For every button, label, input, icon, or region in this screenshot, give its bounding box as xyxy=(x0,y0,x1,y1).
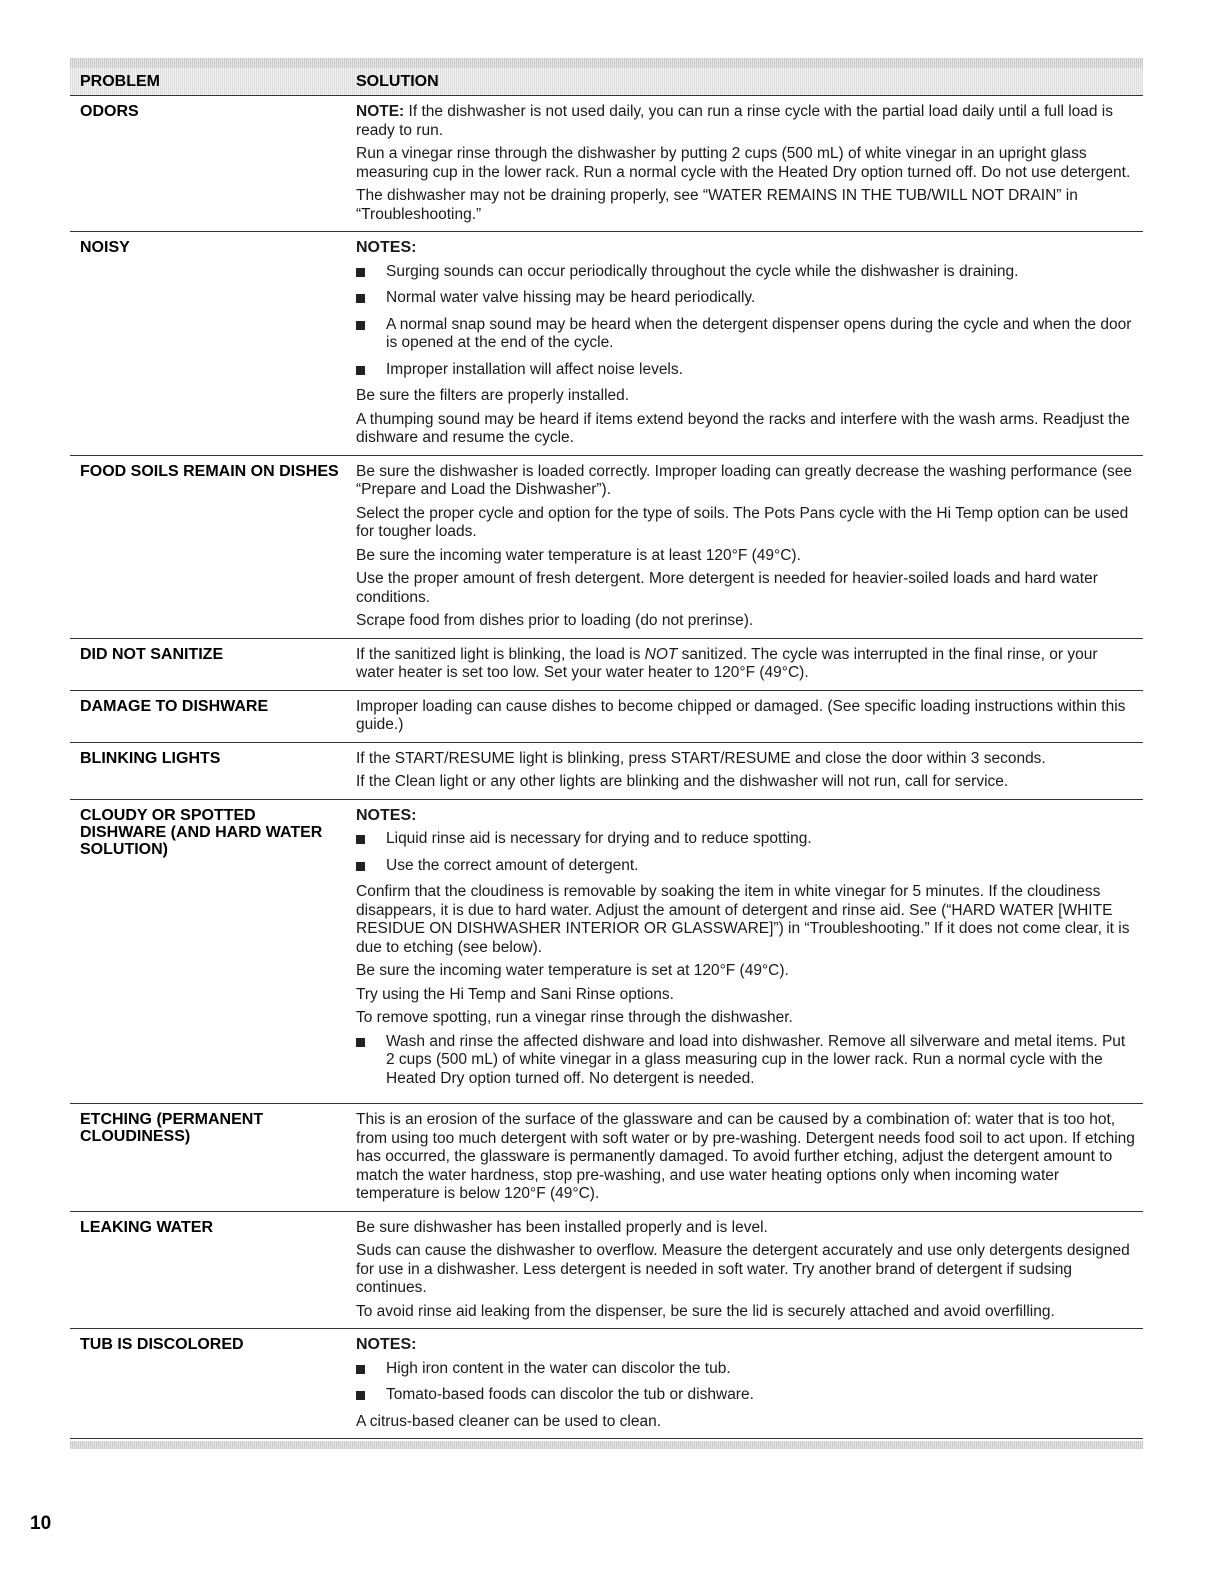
solution-cell xyxy=(346,463,1143,631)
solution-cell xyxy=(346,698,1143,735)
bottom-rule xyxy=(70,1441,1143,1449)
header-solution: SOLUTION xyxy=(356,72,439,90)
top-rule xyxy=(70,58,1143,68)
bullet-item xyxy=(356,361,1137,380)
bullet-item xyxy=(356,1386,1137,1405)
problem-label: NOISY xyxy=(80,239,130,256)
notes-heading: NOTES: xyxy=(356,1336,417,1353)
problem-label: TUB IS DISCOLORED xyxy=(80,1336,244,1353)
solution-paragraph: Be sure dishwasher has been installed properly and is level. xyxy=(356,1218,768,1236)
problem-label: BLINKING LIGHTS xyxy=(80,749,221,767)
notes-heading: NOTES: xyxy=(356,806,417,824)
table-row xyxy=(70,232,1143,456)
solution-cell xyxy=(346,1111,1143,1204)
solution-paragraph: If the Clean light or any other lights are blinking and the dishwasher will not run, call for service. xyxy=(356,773,1009,790)
solution-paragraph: Be sure the filters are properly installed. xyxy=(356,387,630,404)
problem-label: DAMAGE TO DISHWARE xyxy=(80,697,269,715)
table-row xyxy=(70,1329,1143,1439)
bullet-item xyxy=(356,289,1137,308)
solution-cell xyxy=(346,807,1143,1097)
solution-paragraph: Select the proper cycle and option for the type of soils. The Pots Pans cycle with the Hi Temp option can be used for tougher loads. xyxy=(356,504,1129,540)
troubleshooting-table xyxy=(70,58,1143,1449)
square-bullet-icon xyxy=(356,366,365,375)
solution-paragraph: Suds can cause the dishwasher to overflow. Measure the detergent accurately and use only detergents designed for use in a dishwasher. Less detergent is needed in soft water. Try another brand of detergent if sudsing continues. xyxy=(356,1242,1130,1296)
solution-paragraph: Improper loading can cause dishes to become chipped or damaged. (See specific loading instructions within this guide.) xyxy=(356,697,1126,733)
bullet-list xyxy=(356,1033,1137,1089)
solution-cell xyxy=(346,1219,1143,1322)
solution-paragraph: Confirm that the cloudiness is removable by soaking the item in white vinegar for 5 minutes. If the cloudiness disappears, it is due to hard water. Adjust the amount of detergent and rinse aid. See (“HARD WATER [WHITE RESIDUE ON DISHWASHER INTERIOR OR GLASSWARE]”) in “Troubleshooting.” If it does not come clear, it is due to etching (see below). xyxy=(356,883,1130,956)
solution-paragraph: This is an erosion of the surface of the glassware and can be caused by a combination of: water that is too hot, from using too much detergent with soft water or by pre-washing. Detergent needs food soil to act upon. If etching has occurred, the glassware is permanently damaged. To avoid further etching, adjust the detergent amount to match the water hardness, stop pre-washing, and use water heating options only when incoming water temperature is below 120°F (49°C). xyxy=(356,1111,1135,1202)
solution-paragraph: The dishwasher may not be draining properly, see “WATER REMAINS IN THE TUB/WILL NOT DRAIN” in “Troubleshooting.” xyxy=(356,187,1078,223)
page-number: 10 xyxy=(30,1513,52,1534)
text-after: sanitized. The cycle was interrupted in the final rinse, or your water heater is set too low. Set your water heater to 120°F (49°C). xyxy=(356,645,1098,681)
bullet-item xyxy=(356,857,1137,876)
solution-paragraph: To avoid rinse aid leaking from the dispenser, be sure the lid is securely attached and avoid overfilling. xyxy=(356,1302,1055,1320)
header-problem: PROBLEM xyxy=(80,72,160,90)
bullet-item xyxy=(356,830,1137,849)
square-bullet-icon xyxy=(356,1038,365,1047)
solution-cell xyxy=(346,1336,1143,1431)
solution-cell xyxy=(346,750,1143,792)
solution-paragraph: A thumping sound may be heard if items extend beyond the racks and interfere with the wash arms. Readjust the dishware and resume the cycle. xyxy=(356,410,1130,446)
square-bullet-icon xyxy=(356,1365,365,1374)
note-label: NOTE: xyxy=(356,103,405,120)
square-bullet-icon xyxy=(356,321,365,330)
table-row xyxy=(70,96,1143,232)
bullet-list xyxy=(356,263,1137,380)
table-row xyxy=(70,743,1143,800)
note-text: If the dishwasher is not used daily, you can run a rinse cycle with the partial load daily until a full load is ready to run. xyxy=(356,103,1114,139)
bullet-text: Liquid rinse aid is necessary for drying and to reduce spotting. xyxy=(386,830,812,847)
solution-paragraph: Scrape food from dishes prior to loading (do not prerinse). xyxy=(356,612,754,629)
square-bullet-icon xyxy=(356,835,365,844)
solution-paragraph: If the START/RESUME light is blinking, press START/RESUME and close the door within 3 seconds. xyxy=(356,749,1046,767)
problem-label: FOOD SOILS REMAIN ON DISHES xyxy=(80,462,339,480)
bullet-text: Wash and rinse the affected dishware and load into dishwasher. Remove all silverware and metal items. Put 2 cups (500 mL) of white vinegar in a glass measuring cup in the lower rack. Run a normal cycle with the Heated Dry option turned off. No detergent is needed. xyxy=(386,1032,1126,1087)
solution-paragraph: Be sure the incoming water temperature is at least 120°F (49°C). xyxy=(356,546,801,564)
solution-paragraph: Use the proper amount of fresh detergent. More detergent is needed for heavier-soiled loads and hard water conditions. xyxy=(356,570,1098,606)
bullet-list xyxy=(356,830,1137,875)
emphasis-text: NOT xyxy=(644,645,678,663)
solution-paragraph: To remove spotting, run a vinegar rinse through the dishwasher. xyxy=(356,1009,793,1026)
bullet-item xyxy=(356,316,1137,353)
text-before: If the sanitized light is blinking, the load is xyxy=(356,645,645,663)
problem-label: DID NOT SANITIZE xyxy=(80,645,224,663)
table-row xyxy=(70,1104,1143,1212)
bullet-text: Surging sounds can occur periodically throughout the cycle while the dishwasher is draining. xyxy=(386,262,1019,280)
solution-paragraph: A citrus-based cleaner can be used to clean. xyxy=(356,1412,662,1430)
table-row xyxy=(70,800,1143,1105)
square-bullet-icon xyxy=(356,294,365,303)
problem-label: ETCHING (PERMANENT CLOUDINESS) xyxy=(80,1111,264,1145)
table-header xyxy=(70,68,1143,96)
problem-label: ODORS xyxy=(80,103,139,120)
table-row xyxy=(70,691,1143,743)
bullet-text: Use the correct amount of detergent. xyxy=(386,856,639,874)
solution-paragraph xyxy=(356,646,1137,683)
notes-heading: NOTES: xyxy=(356,239,417,256)
table-row xyxy=(70,1212,1143,1330)
solution-paragraph: Try using the Hi Temp and Sani Rinse options. xyxy=(356,985,674,1003)
solution-paragraph: Be sure the incoming water temperature is set at 120°F (49°C). xyxy=(356,962,789,979)
solution-paragraph: Be sure the dishwasher is loaded correctly. Improper loading can greatly decrease the washing performance (see “Prepare and Load the Dishwasher”). xyxy=(356,462,1132,498)
bullet-text: Tomato-based foods can discolor the tub or dishware. xyxy=(386,1386,754,1403)
solution-cell xyxy=(346,103,1143,224)
bullet-item xyxy=(356,1360,1137,1379)
solution-paragraph: Run a vinegar rinse through the dishwasher by putting 2 cups (500 mL) of white vinegar in an upright glass measuring cup in the lower rack. Run a normal cycle with the Heated Dry option turned off. Do not use detergent. xyxy=(356,145,1131,181)
bullet-text: High iron content in the water can discolor the tub. xyxy=(386,1359,731,1377)
solution-cell xyxy=(346,646,1143,683)
bullet-text: Normal water valve hissing may be heard periodically. xyxy=(386,289,756,306)
problem-label: CLOUDY OR SPOTTED DISHWARE (AND HARD WATER SOLUTION) xyxy=(80,806,323,858)
bullet-item xyxy=(356,1033,1137,1089)
problem-label: LEAKING WATER xyxy=(80,1218,214,1236)
table-row xyxy=(70,639,1143,691)
square-bullet-icon xyxy=(356,268,365,277)
table-row xyxy=(70,456,1143,639)
bullet-item xyxy=(356,263,1137,282)
note-paragraph xyxy=(356,103,1137,140)
bullet-text: A normal snap sound may be heard when the detergent dispenser opens during the cycle and when the door is opened at the end of the cycle. xyxy=(386,315,1132,351)
bullet-list xyxy=(356,1360,1137,1405)
bullet-text: Improper installation will affect noise levels. xyxy=(386,360,683,378)
square-bullet-icon xyxy=(356,862,365,871)
table-body xyxy=(70,96,1143,1439)
square-bullet-icon xyxy=(356,1391,365,1400)
solution-cell xyxy=(346,239,1143,448)
